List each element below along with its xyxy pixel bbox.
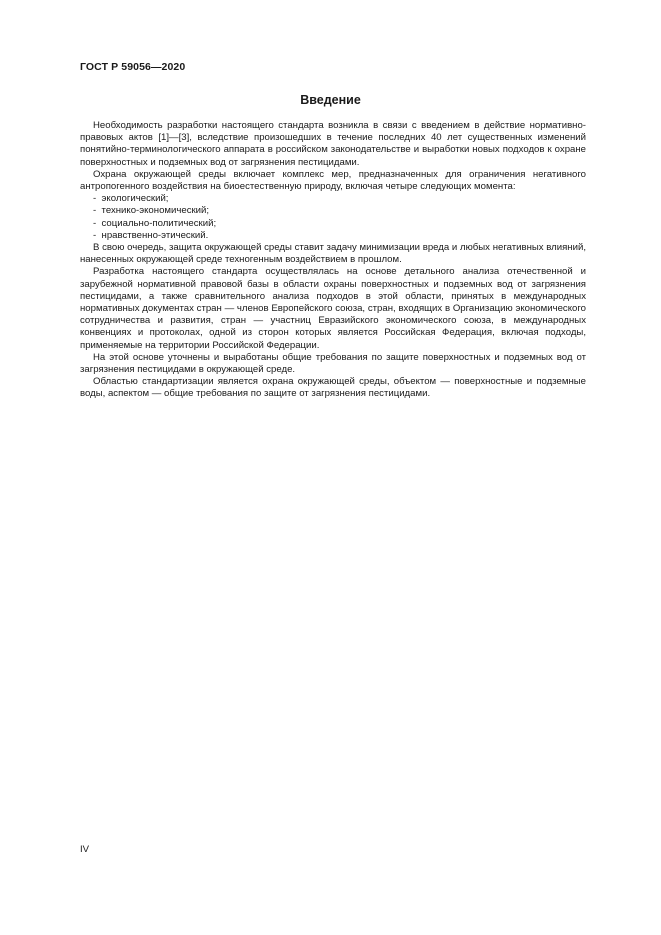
page-number: IV <box>80 844 90 855</box>
list-item: - социально-политический; <box>80 218 586 230</box>
list-item: - нравственно-этический. <box>80 230 586 242</box>
paragraph: Разработка настоящего стандарта осуществлялась на основе детального анализа отечественной и зарубежной нормативной правовой базы в области охраны поверхностных и подземных вод от загрязнения пестицидами, а также сравнительного анализа подходов в этой области, принятых в международных нормативных документах стран — членов Европейского союза, стран, входящих в Организацию экономического сотрудничества и развития, стран — участниц Евразийского экономического союза, в международных конвенциях и протоколах, одной из сторон которых является Российская Федерация, включая подходы, применяемые на территории Российской Федерации. <box>80 266 586 351</box>
section-title: Введение <box>300 93 361 107</box>
list-item: - экологический; <box>80 193 586 205</box>
paragraph: Охрана окружающей среды включает комплекс мер, предназначенных для ограничения негативного антропогенного воздействия на биоестественную природу, включая четыре следующих момента: <box>80 168 586 193</box>
introduction-body <box>80 120 586 401</box>
list-item: - технико-экономический; <box>80 205 586 217</box>
paragraph: В свою очередь, защита окружающей среды ставит задачу минимизации вреда и любых негативных влияний, нанесенных окружающей среде техногенным воздействием в прошлом. <box>80 242 586 266</box>
aspects-list <box>80 193 586 242</box>
paragraph: Необходимость разработки настоящего стандарта возникла в связи с введением в действие нормативно-правовых актов [1]—[3], вследствие произошедших в течение последних 40 лет существенных изменений понятийно-терминологического аппарата в российском законодательстве и выработки новых подходов к охране поверхностных и подземных вод от загрязнения пестицидами. <box>80 120 586 168</box>
paragraph: На этой основе уточнены и выработаны общие требования по защите поверхностных и подземных вод от загрязнения пестицидами в окружающей среде. <box>80 351 586 376</box>
document-header: ГОСТ Р 59056—2020 <box>80 61 186 73</box>
paragraph: Областью стандартизации является охрана окружающей среды, объектом — поверхностные и подземные воды, аспектом — общие требования по защите от загрязнения пестицидами. <box>80 376 586 400</box>
